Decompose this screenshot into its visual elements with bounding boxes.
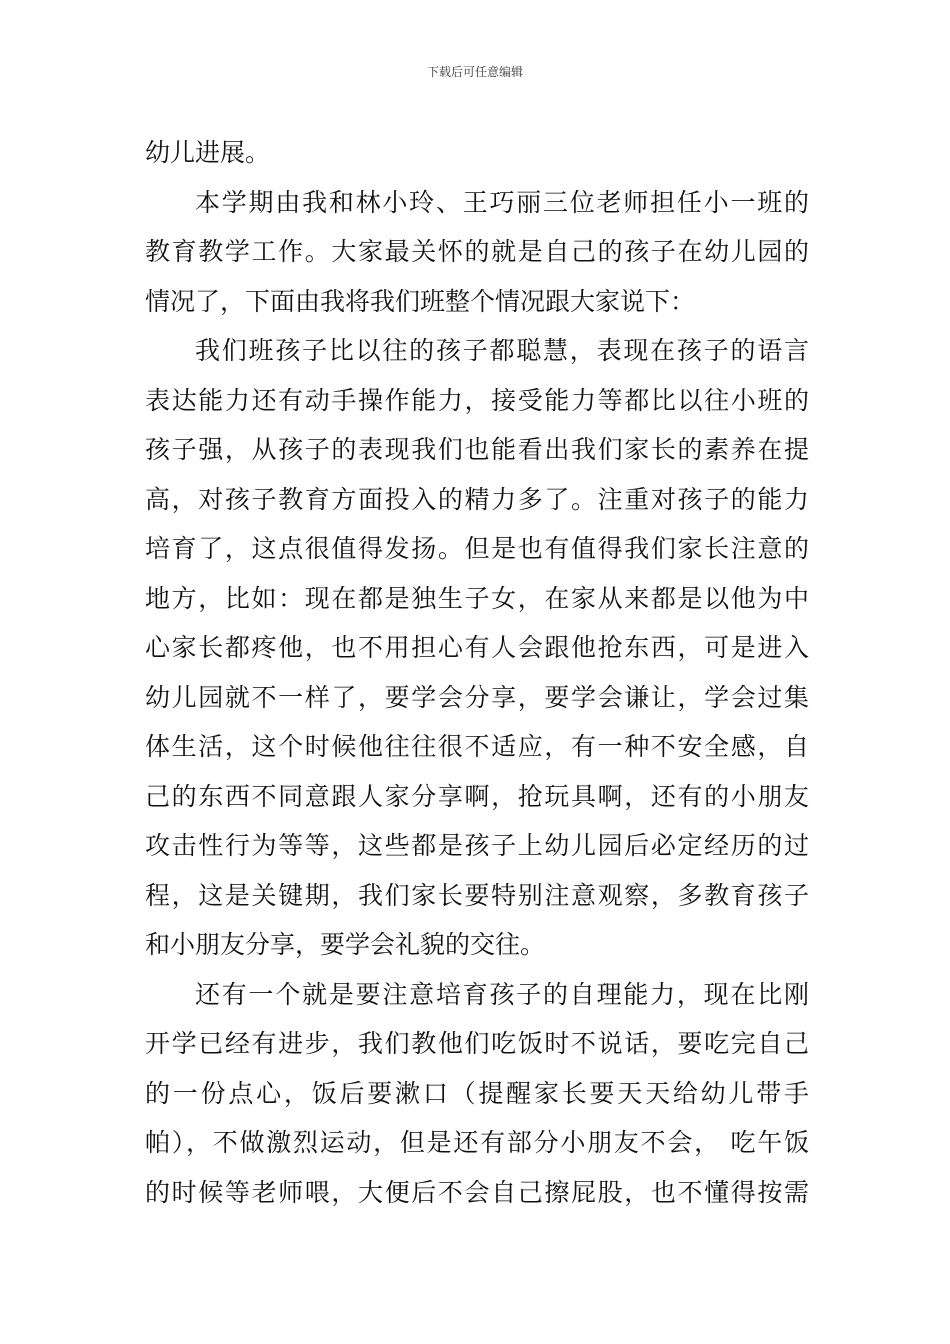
text-line: 还有一个就是要注意培育孩子的自理能力，现在比刚 [195,979,809,1009]
text-line: 地方，比如：现在都是独生子女，在家从来都是以他为中 [145,583,809,613]
text-line: 情况了，下面由我将我们班整个情况跟大家说下： [145,286,696,316]
text-line: 体生活，这个时候他往往很不适应，有一种不安全感，自 [145,732,809,761]
text-line: 攻击性行为等等，这些都是孩子上幼儿园后必定经历的过 [145,831,809,860]
text-line: 程，这是关键期，我们家长要特别注意观察，多教育孩子 [145,880,809,910]
text-line: 幼儿园就不一样了，要学会分享，要学会谦让，学会过集 [145,682,809,712]
text-line: 心家长都疼他，也不用担心有人会跟他抢东西，可是进入 [145,633,809,662]
text-line: 表达能力还有动手操作能力，接受能力等都比以往小班的 [145,385,809,415]
text-line: 帕），不做激烈运动，但是还有部分小朋友不会， 吃午饭 [145,1128,809,1157]
document-body [145,128,809,1217]
text-line: 幼儿进展。 [145,138,271,167]
text-line: 我们班孩子比以往的孩子都聪慧，表现在孩子的语言 [195,336,809,365]
page-header: 下载后可任意编辑 [426,65,523,79]
text-line: 开学已经有进步，我们教他们吃饭时不说话，要吃完自己 [145,1029,809,1058]
text-line: 的一份点心，饭后要漱口（提醒家长要天天给幼儿带手 [145,1078,809,1108]
text-line: 本学期由我和林小玲、王巧丽三位老师担任小一班的 [195,187,809,217]
text-line: 高，对孩子教育方面投入的精力多了。注重对孩子的能力 [145,484,809,514]
text-line: 培育了，这点很值得发扬。但是也有值得我们家长注意的 [145,534,809,563]
text-line: 孩子强，从孩子的表现我们也能看出我们家长的素养在提 [145,435,809,464]
text-line: 和小朋友分享，要学会礼貌的交往。 [145,930,546,959]
text-line: 己的东西不同意跟人家分享啊，抢玩具啊，还有的小朋友 [145,781,809,811]
text-line: 教育教学工作。大家最关怀的就是自己的孩子在幼儿园的 [145,237,809,266]
text-line: 的时候等老师喂，大便后不会自己擦屁股，也不懂得按需 [145,1177,809,1207]
